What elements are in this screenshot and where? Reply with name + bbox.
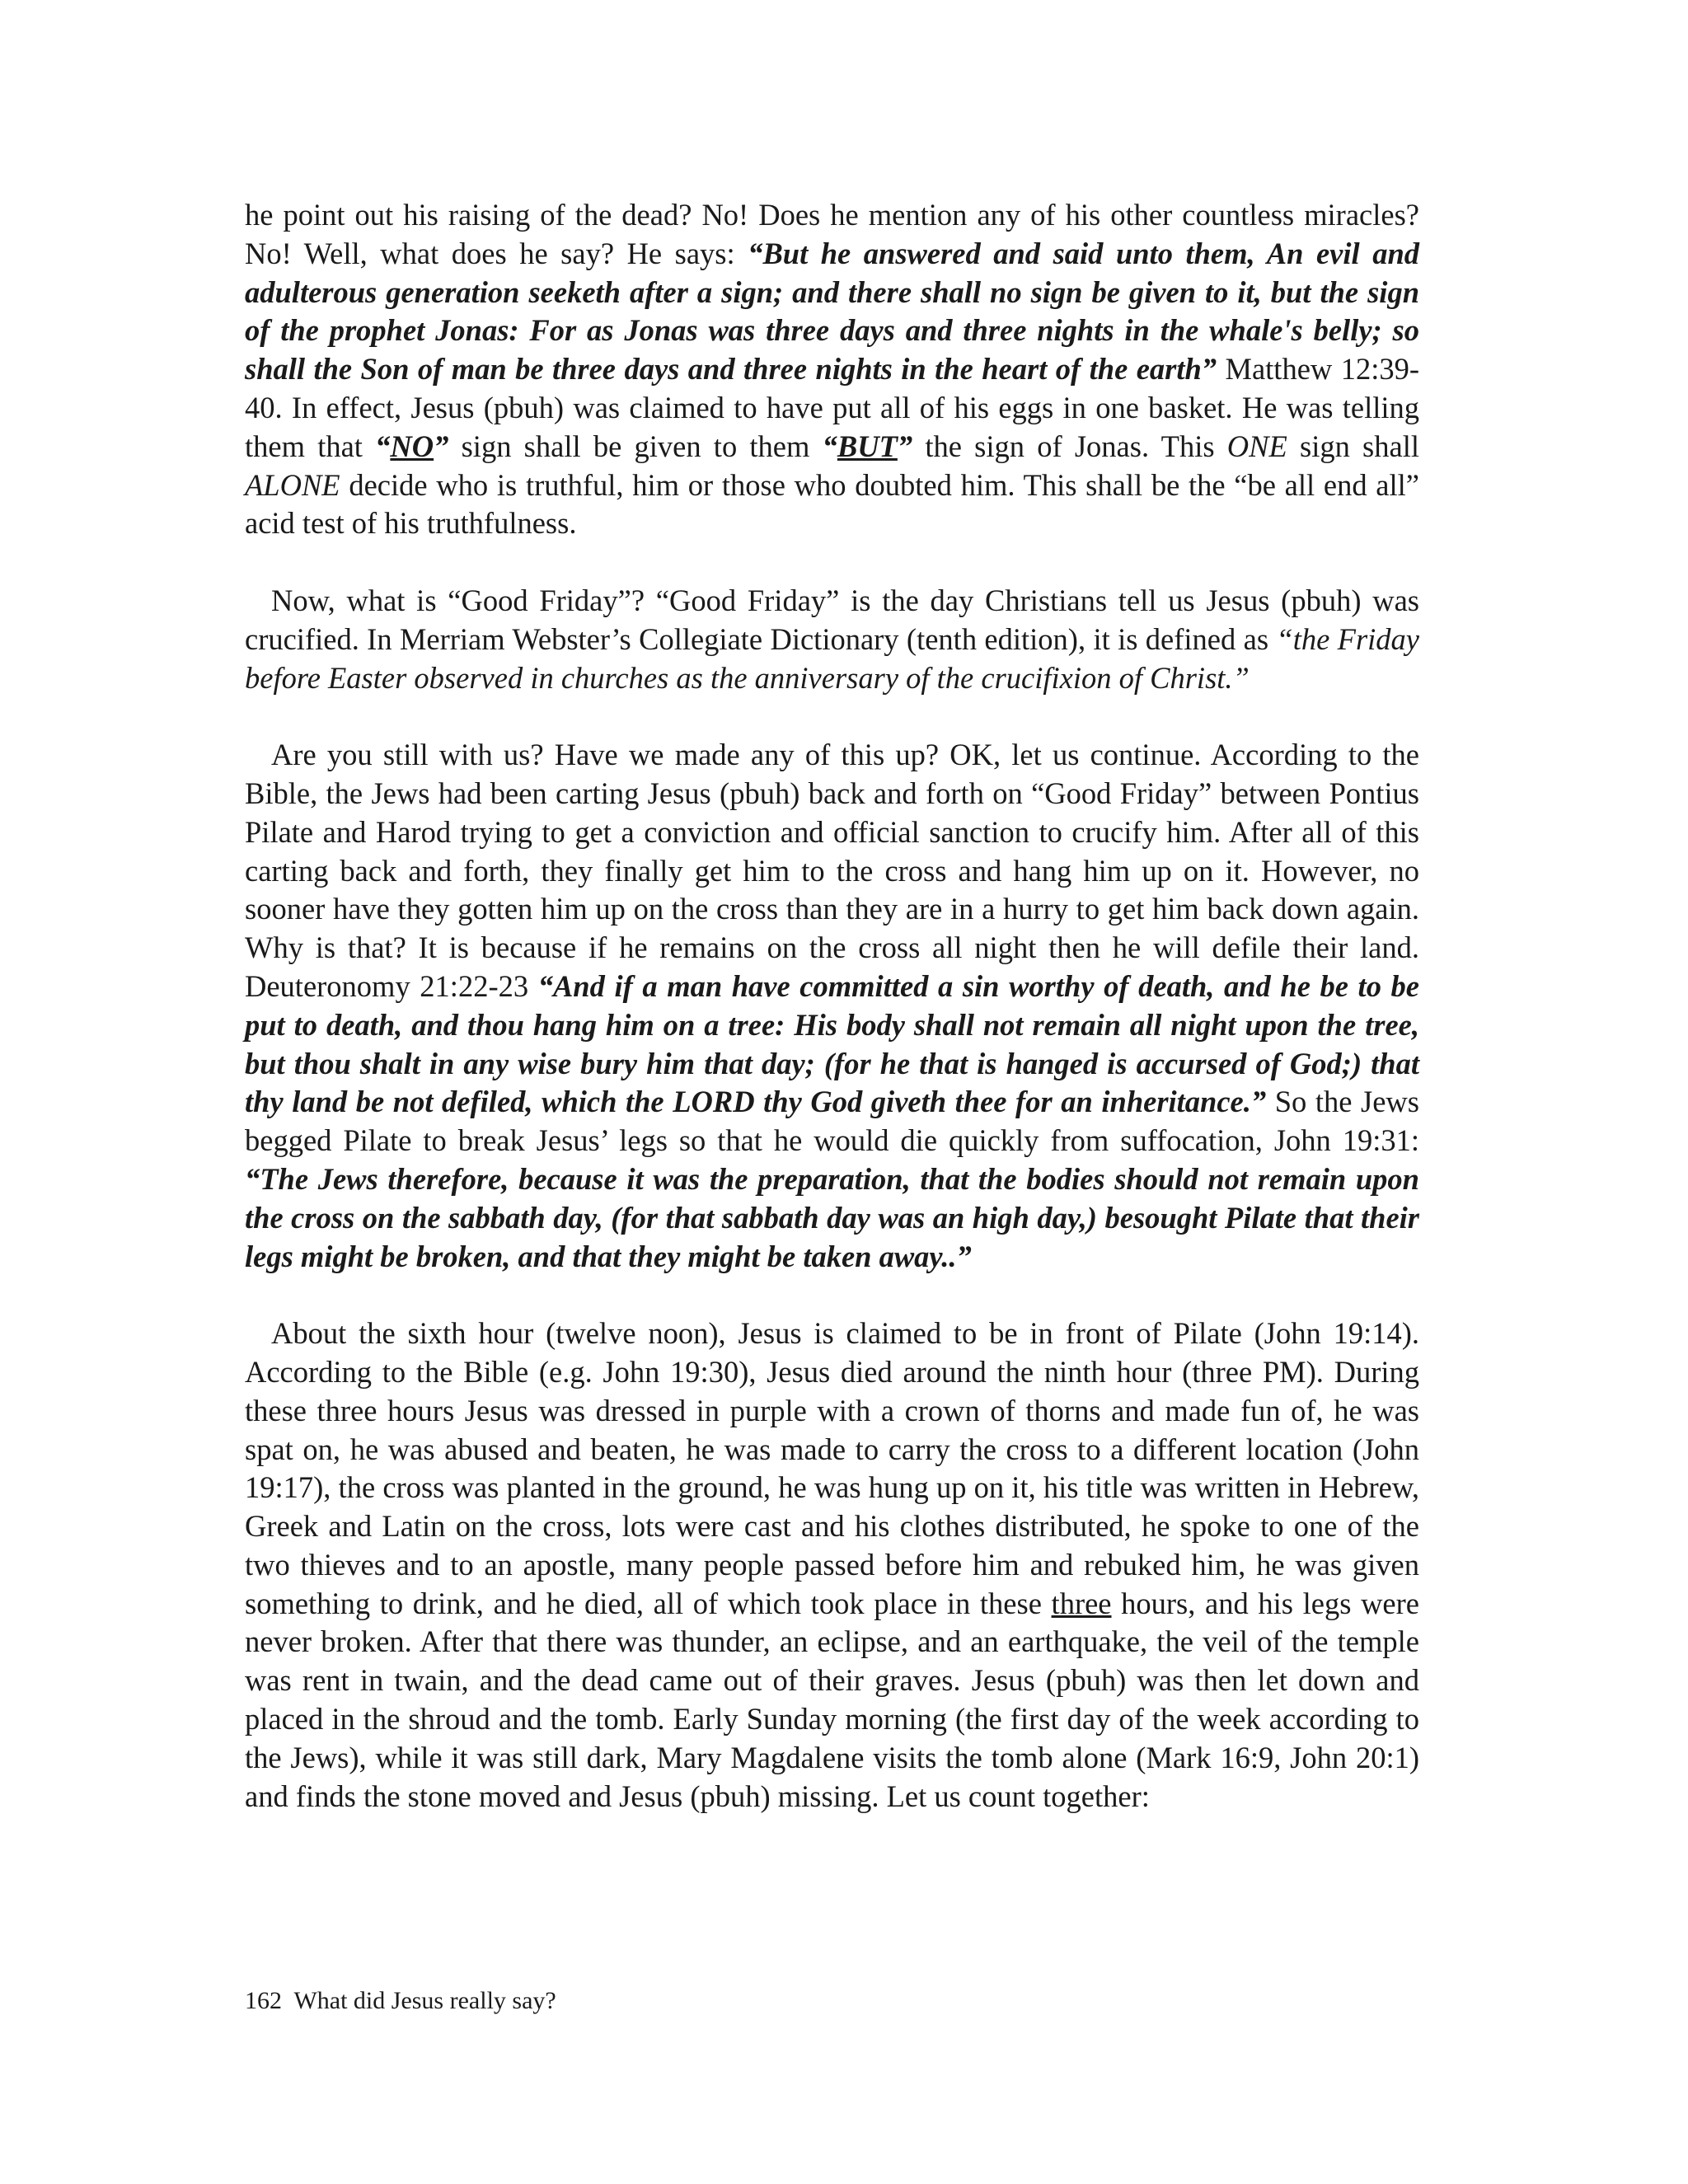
body-text <box>245 196 1419 1816</box>
emphasis-three: three <box>1051 1586 1112 1620</box>
paragraph-4: About the sixth hour (twelve noon), Jesus is claimed to be in front of Pilate (John 19:14). According to the Bible (e.g. John 19:30), Jesus died around the ninth hour (three PM). During these three hours Jesus was dressed in purple with a crown of thorns and made fun of, he was spat on, he was abused and beaten, he was made to carry the cross to a different location (John 19:17), the cross was planted in the ground, he was hung up on it, his title was written in Hebrew, Greek and Latin on the cross, lots were cast and his clothes distributed, he spoke to one of the two thieves and to an apostle, many people passed before him and rebuked him, he was given something to drink, and he died, all of which took place in these three hours, and his legs were never broken. After that there was thunder, an eclipse, and an earthquake, the veil of the temple was rent in twain, and the dead came out of their graves. Jesus (pbuh) was then let down and placed in the shroud and the tomb. Early Sunday morning (the first day of the week according to the Jews), while it was still dark, Mary Magdalene visits the tomb alone (Mark 16:9, John 20:1) and finds the stone moved and Jesus (pbuh) missing. Let us count together: <box>245 1316 1419 1813</box>
scripture-quote-matthew: “But he answered and said unto them, An evil and adulterous generation seeketh after a sign; and there shall no sign be given to it, but the sign of the prophet Jonas: For as Jonas was three days and three nights in the whale's belly; so shall the Son of man be three days and three nights in the heart of the earth” <box>245 236 1419 387</box>
book-title: What did Jesus really say? <box>293 1987 556 2014</box>
scripture-quote-deuteronomy: “And if a man have committed a sin worthy of death, and he be to be put to death, and thou hang him on a tree: His body shall not remain all night upon the tree, but thou shalt in any wise bury him that day; (for he that is hanged is accursed of God;) that thy land be not defiled, which the LORD thy God giveth thee for an inheritance.” <box>245 968 1419 1119</box>
emphasis-alone: ALONE <box>245 467 340 502</box>
paragraph-2: Now, what is “Good Friday”? “Good Friday” is the day Christians tell us Jesus (pbuh) was crucified. In Merriam Webster’s Collegiate Dictionary (tenth edition), it is defined as “the Friday before Easter observed in churches as the anniversary of the crucifixion of Christ.” <box>245 583 1419 695</box>
page-footer <box>245 1986 556 2016</box>
page-number: 162 <box>245 1987 282 2014</box>
emphasis-but: “BUT” <box>822 429 913 463</box>
paragraph-3: Are you still with us? Have we made any of this up? OK, let us continue. According to the Bible, the Jews had been carting Jesus (pbuh) back and forth on “Good Friday” between Pontius Pilate and Harod trying to get a conviction and official sanction to crucify him. After all of this carting back and forth, they finally get him to the cross and hang him up on it. However, no sooner have they gotten him up on the cross than they are in a hurry to get him back down again. Why is that? It is because if he remains on the cross all night then he will defile their land. Deuteronomy 21:22-23 “And if a man have committed a sin worthy of death, and he be to be put to death, and thou hang him on a tree: His body shall not remain all night upon the tree, but thou shalt in any wise bury him that day; (for he that is hanged is accursed of God;) that thy land be not defiled, which the LORD thy God giveth thee for an inheritance.” So the Jews begged Pilate to break Jesus’ legs so that he would die quickly from suffocation, John 19:31: “The Jews therefore, because it was the preparation, that the bodies should not remain upon the cross on the sabbath day, (for that sabbath day was an high day,) besought Pilate that their legs might be broken, and that they might be taken away..” <box>245 738 1420 1273</box>
emphasis-no: “NO” <box>375 429 449 463</box>
scripture-quote-john: “The Jews therefore, because it was the preparation, that the bodies should not remain upon the cross on the sabbath day, (for that sabbath day was an high day,) besought Pilate that their legs might be broken, and that they might be taken away..” <box>245 1161 1419 1273</box>
emphasis-one: ONE <box>1226 429 1287 463</box>
paragraph-1: he point out his raising of the dead? No! Does he mention any of his other countless miracles? No! Well, what does he say? He says: “But he answered and said unto them, An evil and adulterous generation seeketh after a sign; and there shall no sign be given to it, but the sign of the prophet Jonas: For as Jonas was three days and three nights in the whale's belly; so shall the Son of man be three days and three nights in the heart of the earth” Matthew 12:39-40. In effect, Jesus (pbuh) was claimed to have put all of his eggs in one basket. He was telling them that “NO” sign shall be given to them “BUT” the sign of Jonas. This ONE sign shall ALONE decide who is truthful, him or those who doubted him. This shall be the “be all end all” acid test of his truthfulness. <box>245 198 1419 541</box>
dictionary-definition: “the Friday before Easter observed in churches as the anniversary of the crucifixion of Christ.” <box>245 621 1419 695</box>
